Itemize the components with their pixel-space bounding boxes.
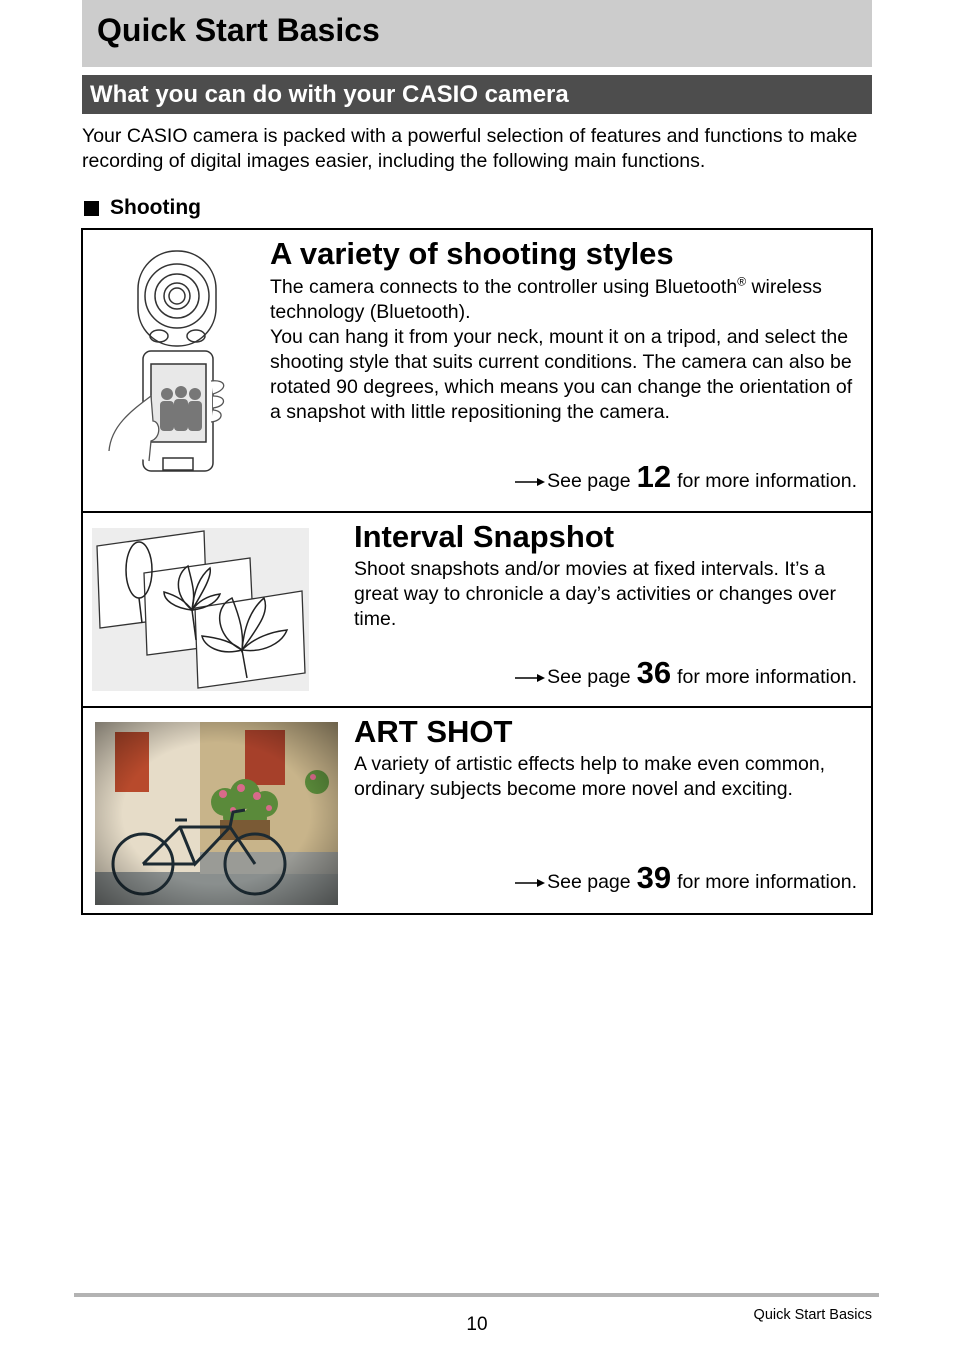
feature-row-art-shot bbox=[83, 706, 871, 915]
flower-frames-illustration bbox=[92, 528, 309, 691]
bicycle-photo bbox=[95, 722, 338, 905]
page-reference-link[interactable]: 36 bbox=[636, 655, 672, 690]
camera-hand-illustration bbox=[101, 246, 236, 478]
sub-heading-shooting bbox=[84, 196, 201, 220]
feature-row-shooting-styles bbox=[83, 230, 871, 511]
feature-title: A variety of shooting styles bbox=[270, 236, 674, 271]
page-reference-link[interactable]: 39 bbox=[636, 860, 672, 895]
feature-title: Interval Snapshot bbox=[354, 519, 615, 554]
features-table bbox=[81, 228, 873, 915]
feature-description: The camera connects to the controller using Bluetooth® wireless technology (Bluetooth). You can hang it from your neck, mount it on a tripod, and select the shooting style that suits current conditions. The camera can also be rotated 90 degrees, which means you can change the orientation of a snapshot with little repositioning the camera. bbox=[270, 274, 853, 423]
right-arrow-icon bbox=[515, 673, 545, 683]
right-arrow-icon bbox=[515, 477, 545, 487]
intro-paragraph: Your CASIO camera is packed with a powerful selection of features and functions to make recording of digital images easier, including the following main functions. bbox=[82, 125, 858, 172]
page-number: 10 bbox=[466, 1314, 488, 1335]
right-arrow-icon bbox=[515, 878, 545, 888]
sub-heading-label: Shooting bbox=[110, 196, 201, 219]
footer-divider bbox=[74, 1293, 879, 1297]
black-square-icon bbox=[84, 201, 99, 216]
page-reference: See page 36 for more information. bbox=[515, 655, 857, 691]
page-reference: See page 39 for more information. bbox=[515, 860, 857, 896]
footer-section-label: Quick Start Basics bbox=[753, 1307, 872, 1323]
section-header bbox=[82, 75, 872, 114]
feature-description: Shoot snapshots and/or movies at fixed intervals. It’s a great way to chronicle a day’s activities or changes over time. bbox=[354, 558, 836, 630]
feature-title: ART SHOT bbox=[354, 714, 513, 749]
section-title: What you can do with your CASIO camera bbox=[90, 81, 569, 108]
feature-row-interval-snapshot bbox=[83, 511, 871, 708]
chapter-header bbox=[82, 0, 872, 67]
feature-description: A variety of artistic effects help to make even common, ordinary subjects become more novel and exciting. bbox=[354, 753, 826, 800]
page-reference: See page 12 for more information. bbox=[515, 459, 857, 495]
page-reference-link[interactable]: 12 bbox=[636, 459, 672, 494]
chapter-title: Quick Start Basics bbox=[97, 12, 380, 48]
